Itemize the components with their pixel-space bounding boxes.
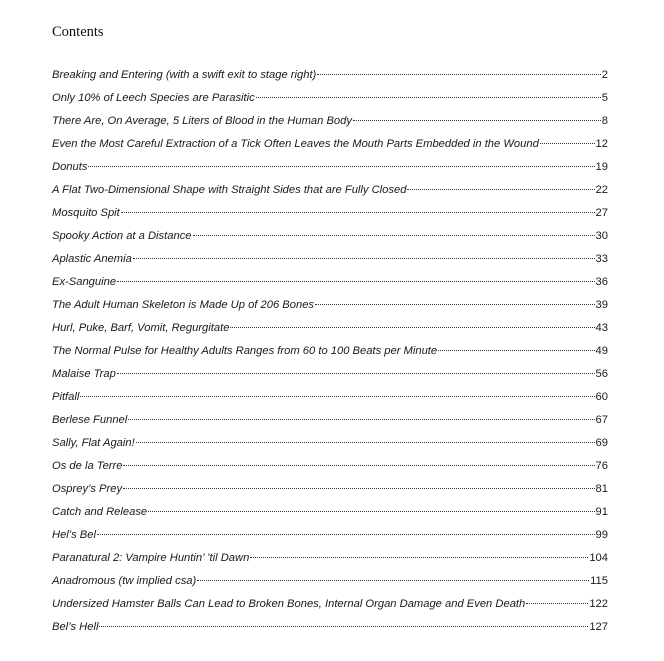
page-title: Contents — [52, 24, 104, 40]
toc-entry-title: Aplastic Anemia — [52, 253, 132, 265]
toc-entry[interactable] — [52, 411, 608, 434]
toc-entry[interactable] — [52, 549, 608, 572]
toc-dot-leader — [317, 74, 600, 75]
toc-dot-leader — [193, 235, 595, 236]
toc-dot-leader — [136, 442, 595, 443]
toc-dot-leader — [117, 281, 594, 282]
toc-dot-leader — [540, 143, 595, 144]
toc-dot-leader — [256, 97, 601, 98]
toc-entry[interactable] — [52, 572, 608, 595]
toc-entry-title: Catch and Release — [52, 506, 148, 518]
toc-entry[interactable] — [52, 250, 608, 273]
toc-entry[interactable] — [52, 388, 608, 411]
toc-dot-leader — [315, 304, 595, 305]
toc-entry-page-number: 12 — [595, 138, 608, 150]
toc-dot-leader — [407, 189, 594, 190]
toc-dot-leader — [438, 350, 594, 351]
toc-dot-leader — [526, 603, 588, 604]
toc-entry-title: Berlese Funnel — [52, 414, 128, 426]
toc-dot-leader — [99, 626, 588, 627]
toc-dot-leader — [121, 212, 595, 213]
toc-dot-leader — [148, 511, 594, 512]
toc-entry-page-number: 33 — [595, 253, 608, 265]
toc-entry-title: Pitfall — [52, 391, 80, 403]
toc-entry-title: Even the Most Careful Extraction of a Tick Often Leaves the Mouth Parts Embedded in the Wound — [52, 138, 539, 150]
toc-dot-leader — [97, 534, 595, 535]
toc-entry[interactable] — [52, 342, 608, 365]
toc-entry-page-number: 104 — [589, 552, 608, 564]
toc-entry-page-number: 22 — [595, 184, 608, 196]
toc-entry-title: Os de la Terre — [52, 460, 123, 472]
toc-dot-leader — [133, 258, 595, 259]
toc-entry-title: Ex-Sanguine — [52, 276, 117, 288]
toc-entry[interactable] — [52, 296, 608, 319]
toc-entry-page-number: 122 — [589, 598, 608, 610]
toc-entry-page-number: 91 — [595, 506, 608, 518]
toc-entry[interactable] — [52, 319, 608, 342]
toc-entry-page-number: 76 — [595, 460, 608, 472]
toc-entry-page-number: 5 — [601, 92, 608, 104]
toc-entry-page-number: 39 — [595, 299, 608, 311]
toc-entry-title: Bel’s Hell — [52, 621, 99, 633]
toc-entry[interactable] — [52, 66, 608, 89]
toc-entry-title: A Flat Two-Dimensional Shape with Straight Sides that are Fully Closed — [52, 184, 407, 196]
toc-entry[interactable] — [52, 365, 608, 388]
toc-entry-title: Only 10% of Leech Species are Parasitic — [52, 92, 255, 104]
toc-entry-title: Donuts — [52, 161, 88, 173]
toc-entry-title: Osprey’s Prey — [52, 483, 123, 495]
toc-entry-page-number: 43 — [595, 322, 608, 334]
toc-entry[interactable] — [52, 480, 608, 503]
toc-entry[interactable] — [52, 273, 608, 296]
toc-entry[interactable] — [52, 434, 608, 457]
toc-entry-title: The Normal Pulse for Healthy Adults Ranges from 60 to 100 Beats per Minute — [52, 345, 438, 357]
toc-entry-page-number: 60 — [595, 391, 608, 403]
toc-entry-page-number: 8 — [601, 115, 608, 127]
toc-entry[interactable] — [52, 181, 608, 204]
toc-dot-leader — [353, 120, 601, 121]
toc-entry-page-number: 2 — [601, 69, 608, 81]
toc-entry-title: Breaking and Entering (with a swift exit to stage right) — [52, 69, 317, 81]
toc-dot-leader — [80, 396, 594, 397]
toc-entry-page-number: 36 — [595, 276, 608, 288]
toc-dot-leader — [88, 166, 594, 167]
toc-entry[interactable] — [52, 595, 608, 618]
toc-dot-leader — [117, 373, 595, 374]
toc-entry-title: Sally, Flat Again! — [52, 437, 135, 449]
toc-dot-leader — [123, 488, 594, 489]
toc-entry[interactable] — [52, 227, 608, 250]
toc-dot-leader — [230, 327, 594, 328]
toc-entry-page-number: 81 — [595, 483, 608, 495]
toc-entry-page-number: 49 — [595, 345, 608, 357]
toc-entry-page-number: 127 — [589, 621, 608, 633]
toc-entry-title: The Adult Human Skeleton is Made Up of 206 Bones — [52, 299, 315, 311]
toc-entry[interactable] — [52, 503, 608, 526]
toc-entry-page-number: 115 — [590, 575, 608, 587]
toc-entry[interactable] — [52, 158, 608, 181]
toc-entry-title: Anadromous (tw implied csa) — [52, 575, 197, 587]
toc-entry-page-number: 30 — [595, 230, 608, 242]
toc-entry-title: Hel’s Bel — [52, 529, 96, 541]
toc-dot-leader — [250, 557, 588, 558]
toc-entry[interactable] — [52, 112, 608, 135]
toc-entry-title: Mosquito Spit — [52, 207, 120, 219]
toc-entry-page-number: 27 — [595, 207, 608, 219]
toc-entry-title: There Are, On Average, 5 Liters of Blood in the Human Body — [52, 115, 352, 127]
toc-entry[interactable] — [52, 135, 608, 158]
toc-entry[interactable] — [52, 526, 608, 549]
toc-entry-page-number: 19 — [595, 161, 608, 173]
toc-dot-leader — [128, 419, 594, 420]
table-of-contents — [52, 66, 608, 641]
toc-entry-page-number: 67 — [595, 414, 608, 426]
toc-entry-title: Undersized Hamster Balls Can Lead to Broken Bones, Internal Organ Damage and Even Death — [52, 598, 526, 610]
toc-entry-title: Spooky Action at a Distance — [52, 230, 192, 242]
toc-entry[interactable] — [52, 204, 608, 227]
toc-entry-page-number: 99 — [595, 529, 608, 541]
toc-entry-page-number: 69 — [595, 437, 608, 449]
toc-entry[interactable] — [52, 618, 608, 641]
toc-entry-title: Malaise Trap — [52, 368, 116, 380]
toc-dot-leader — [197, 580, 589, 581]
toc-entry-title: Hurl, Puke, Barf, Vomit, Regurgitate — [52, 322, 230, 334]
toc-entry-page-number: 56 — [595, 368, 608, 380]
toc-dot-leader — [123, 465, 594, 466]
toc-entry-title: Paranatural 2: Vampire Huntin’ ’til Dawn — [52, 552, 250, 564]
toc-entry[interactable] — [52, 457, 608, 480]
toc-entry[interactable] — [52, 89, 608, 112]
